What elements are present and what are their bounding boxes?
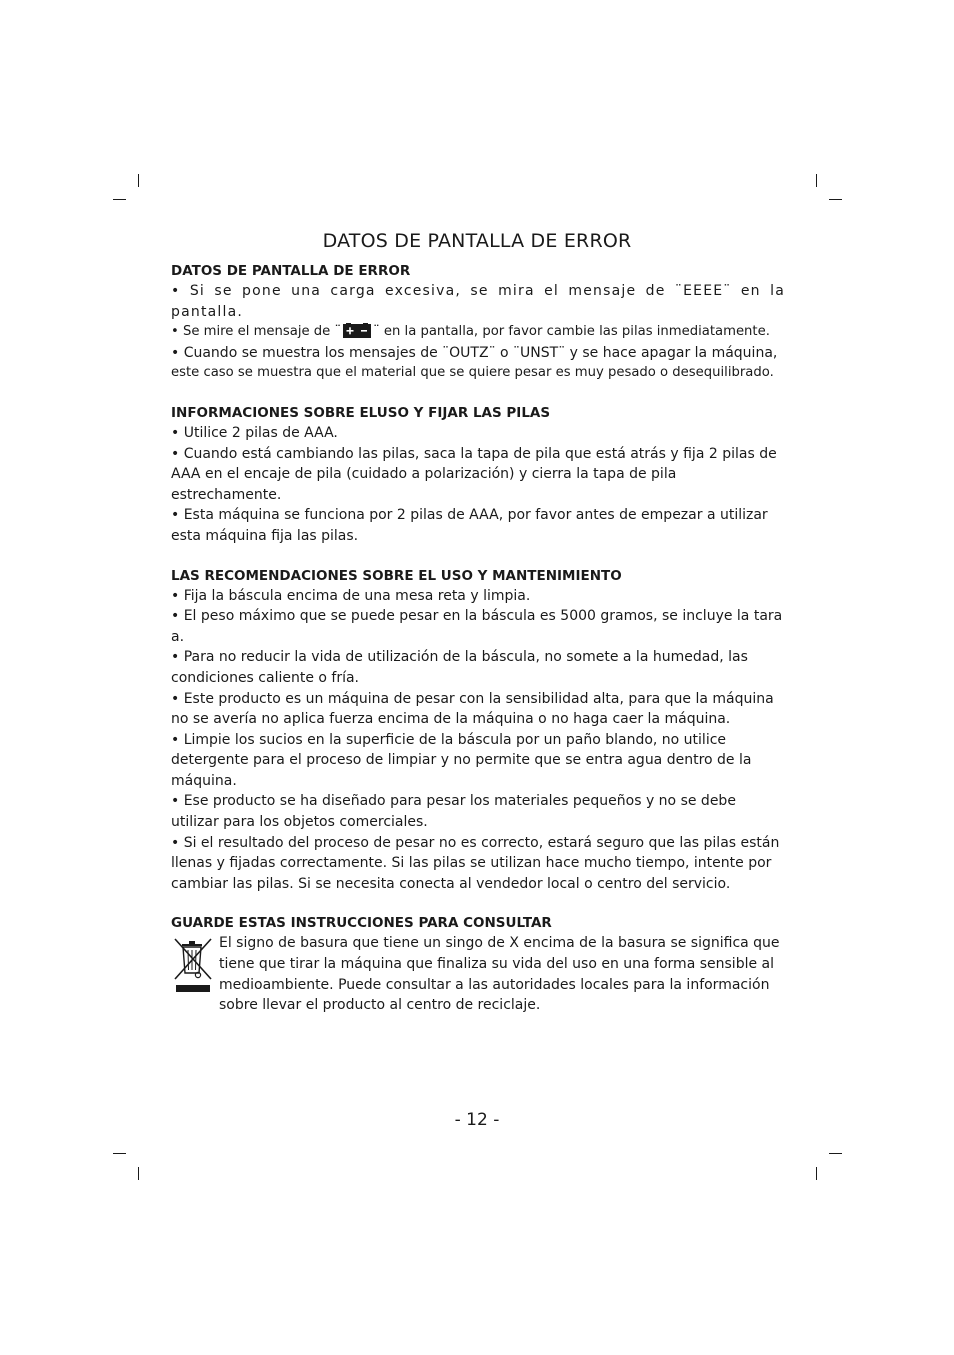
paragraph: • Limpie los sucios en la superficie de la báscula por un paño blando, no utilice detergente para el proceso de limpiar y no permite que se entra agua dentro de la máquina. (171, 731, 752, 789)
paragraph-battery-low-start: • Se mire el mensaje de ¨ (171, 324, 342, 340)
paragraph: • Utilice 2 pilas de AAA. (171, 424, 338, 441)
page-number: - 12 - (454, 1110, 500, 1130)
paragraph-battery-low (171, 322, 785, 343)
paragraph: • Para no reducir la vida de utilización de la báscula, no somete a la humedad, las condiciones caliente o fría. (171, 649, 748, 686)
paragraph-outz-unst-continued: este caso se muestra que el material que se quiere pesar es muy pesado o desequilibrado. (171, 365, 774, 381)
crop-mark-top-left-vertical (138, 174, 139, 187)
crop-mark-bottom-left-horizontal (113, 1153, 126, 1154)
crop-mark-bottom-right-horizontal (829, 1153, 842, 1154)
section-heading: LAS RECOMENDACIONES SOBRE EL USO Y MANTENIMIENTO (171, 567, 622, 584)
paragraph: • Si el resultado del proceso de pesar no es correcto, estará seguro que las pilas están llenas y fijadas correctamente. Si las pilas se utilizan hace mucho tiempo, intente por cambiar las pilas. Si se necesita conecta al vendedor local o centro del servicio. (171, 834, 780, 892)
section-heading: GUARDE ESTAS INSTRUCCIONES PARA CONSULTAR (171, 915, 552, 932)
section-batteries (171, 404, 785, 547)
paragraph-battery-low-end: ¨ en la pantalla, por favor cambie las pilas inmediatamente. (373, 324, 770, 340)
section-heading: DATOS DE PANTALLA DE ERROR (171, 263, 411, 279)
page-title: DATOS DE PANTALLA DE ERROR (322, 230, 632, 252)
paragraph: • Esta máquina se funciona por 2 pilas de AAA, por favor antes de empezar a utilizar esta máquina fija las pilas. (171, 507, 768, 544)
section-recommendations (171, 567, 785, 895)
paragraph: • Ese producto se ha diseñado para pesar los materiales pequeños y no se debe utilizar para los objetos comerciales. (171, 793, 736, 831)
battery-icon (343, 323, 371, 338)
paragraph: • El peso máximo que se puede pesar en la báscula es 5000 gramos, se incluye la tara a. (171, 608, 783, 645)
crossed-out-wheelie-bin-icon (171, 935, 215, 995)
paragraph-recycling: El signo de basura que tiene un singo de X encima de la basura se significa que tiene que tirar la máquina que finaliza su vida del uso en una forma sensible al medioambiente. Puede consultar a las autoridades locales para la información sobre llevar el producto al centro de reciclaje. (219, 935, 780, 1014)
paragraph-overload: • Si se pone una carga excesiva, se mira el mensaje de ¨EEEE¨ en la pantalla. (171, 283, 785, 320)
paragraph: • Fija la báscula encima de una mesa reta y limpia. (171, 587, 531, 604)
paragraph-outz-unst: • Cuando se muestra los mensajes de ¨OUTZ¨ o ¨UNST¨ y se hace apagar la máquina, (171, 344, 778, 361)
section-keep-instructions (171, 914, 785, 1015)
paragraph: • Cuando está cambiando las pilas, saca la tapa de pila que está atrás y fija 2 pilas de AAA en el encaje de pila (cuidado a polarización) y cierra la tapa de pila estrechamente. (171, 445, 777, 503)
crop-mark-top-right-vertical (816, 174, 817, 187)
crop-mark-top-left-horizontal (113, 199, 126, 200)
crop-mark-bottom-right-vertical (816, 1167, 817, 1180)
crop-mark-top-right-horizontal (829, 199, 842, 200)
crop-mark-bottom-left-vertical (138, 1167, 139, 1180)
document-body (171, 262, 785, 1036)
paragraph: • Este producto es un máquina de pesar con la sensibilidad alta, para que la máquina no se avería no aplica fuerza encima de la máquina o no haga caer la máquina. (171, 690, 774, 728)
section-heading: INFORMACIONES SOBRE ELUSO Y FIJAR LAS PILAS (171, 404, 551, 421)
recycle-block (171, 933, 785, 1015)
section-error-display (171, 262, 785, 384)
